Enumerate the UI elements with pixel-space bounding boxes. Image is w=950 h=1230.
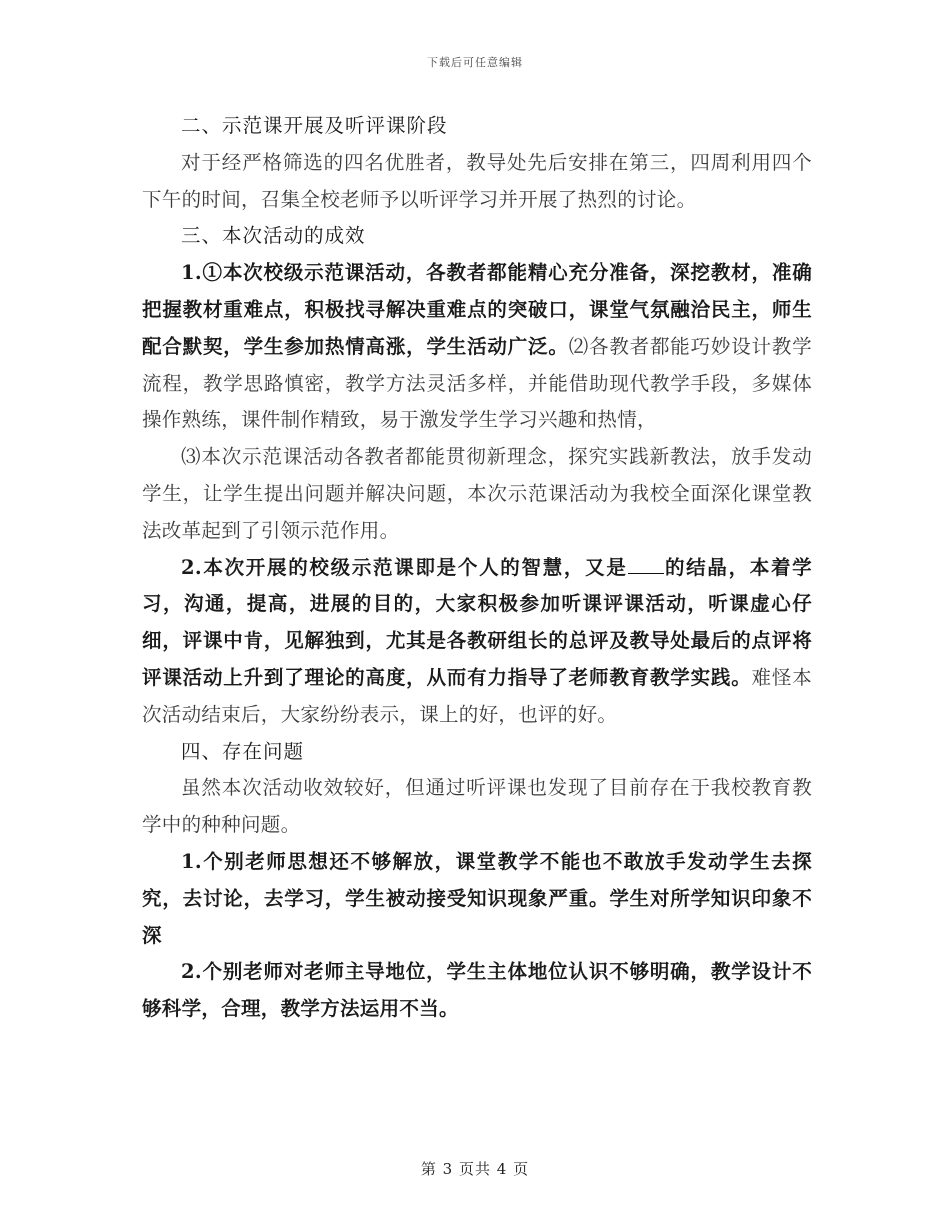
section-heading-4: 四、存在问题 xyxy=(181,739,305,763)
page-number-footer: 第 3 页共 4 页 xyxy=(420,1160,530,1178)
bold-text: 2.本次开展的校级示范课即是个人的智慧，又是 xyxy=(181,555,628,579)
bold-text: 1.①本次校级示范课活动，各教者都能精心充分准备，深挖教材，准确把握教材重难点，积极找寻解决重难点的突破口，课堂气氛融洽民主，师生配合默契，学生参加热情高涨，学生活动广泛。 xyxy=(142,261,812,358)
paragraph: ⑶本次示范课活动各教者都能贯彻新理念，探究实践新教法，放手发动学生，让学生提出问题并解决问题，本次示范课活动为我校全面深化课堂教法改革起到了引领示范作用。 xyxy=(142,445,812,542)
regular-text: ⑵各教者都能巧妙设计教学流程，教学思路慎密，教学方法灵活多样，并能借助现代教学手段，多媒体操作熟练，课件制作精致，易于激发学生学习兴趣和热情， xyxy=(142,334,812,432)
bold-text: 的结晶，本着学习，沟通，提高，进展的目的，大家积极参加听课评课活动，听课虚心仔细，评课中肯，见解独到，尤其是各教研组长的总评及教导处最后的点评将评课活动上升到了理论的高度，从而有力指导了老师教育教学实践。 xyxy=(142,555,812,689)
paragraph: 2.个别老师对老师主导地位，学生主体地位认识不够明确，教学设计不够科学，合理，教学方法运用不当。 xyxy=(142,960,812,1021)
fill-in-blank xyxy=(628,555,664,574)
paragraph: 1.个别老师思想还不够解放，课堂教学不能也不敢放手发动学生去探究，去讨论，去学习，学生被动接受知识现象严重。学生对所学知识印象不深 xyxy=(142,849,812,947)
paragraph xyxy=(142,550,812,734)
paragraph xyxy=(142,255,812,439)
regular-text: 难怪本次活动结束后，大家纷纷表示，课上的好，也评的好。 xyxy=(142,665,812,726)
document-body xyxy=(142,108,812,1028)
section-heading-3: 三、本次活动的成效 xyxy=(181,224,366,248)
paragraph: 对于经严格筛选的四名优胜者，教导处先后安排在第三，四周利用四个下午的时间，召集全校老师予以听评学习并开展了热烈的讨论。 xyxy=(142,150,812,211)
page-header-note: 下载后可任意编辑 xyxy=(427,56,523,69)
paragraph: 虽然本次活动收效较好，但通过听评课也发现了目前存在于我校教育教学中的种种问题。 xyxy=(142,776,812,837)
section-heading-2: 二、示范课开展及听评课阶段 xyxy=(181,114,448,137)
